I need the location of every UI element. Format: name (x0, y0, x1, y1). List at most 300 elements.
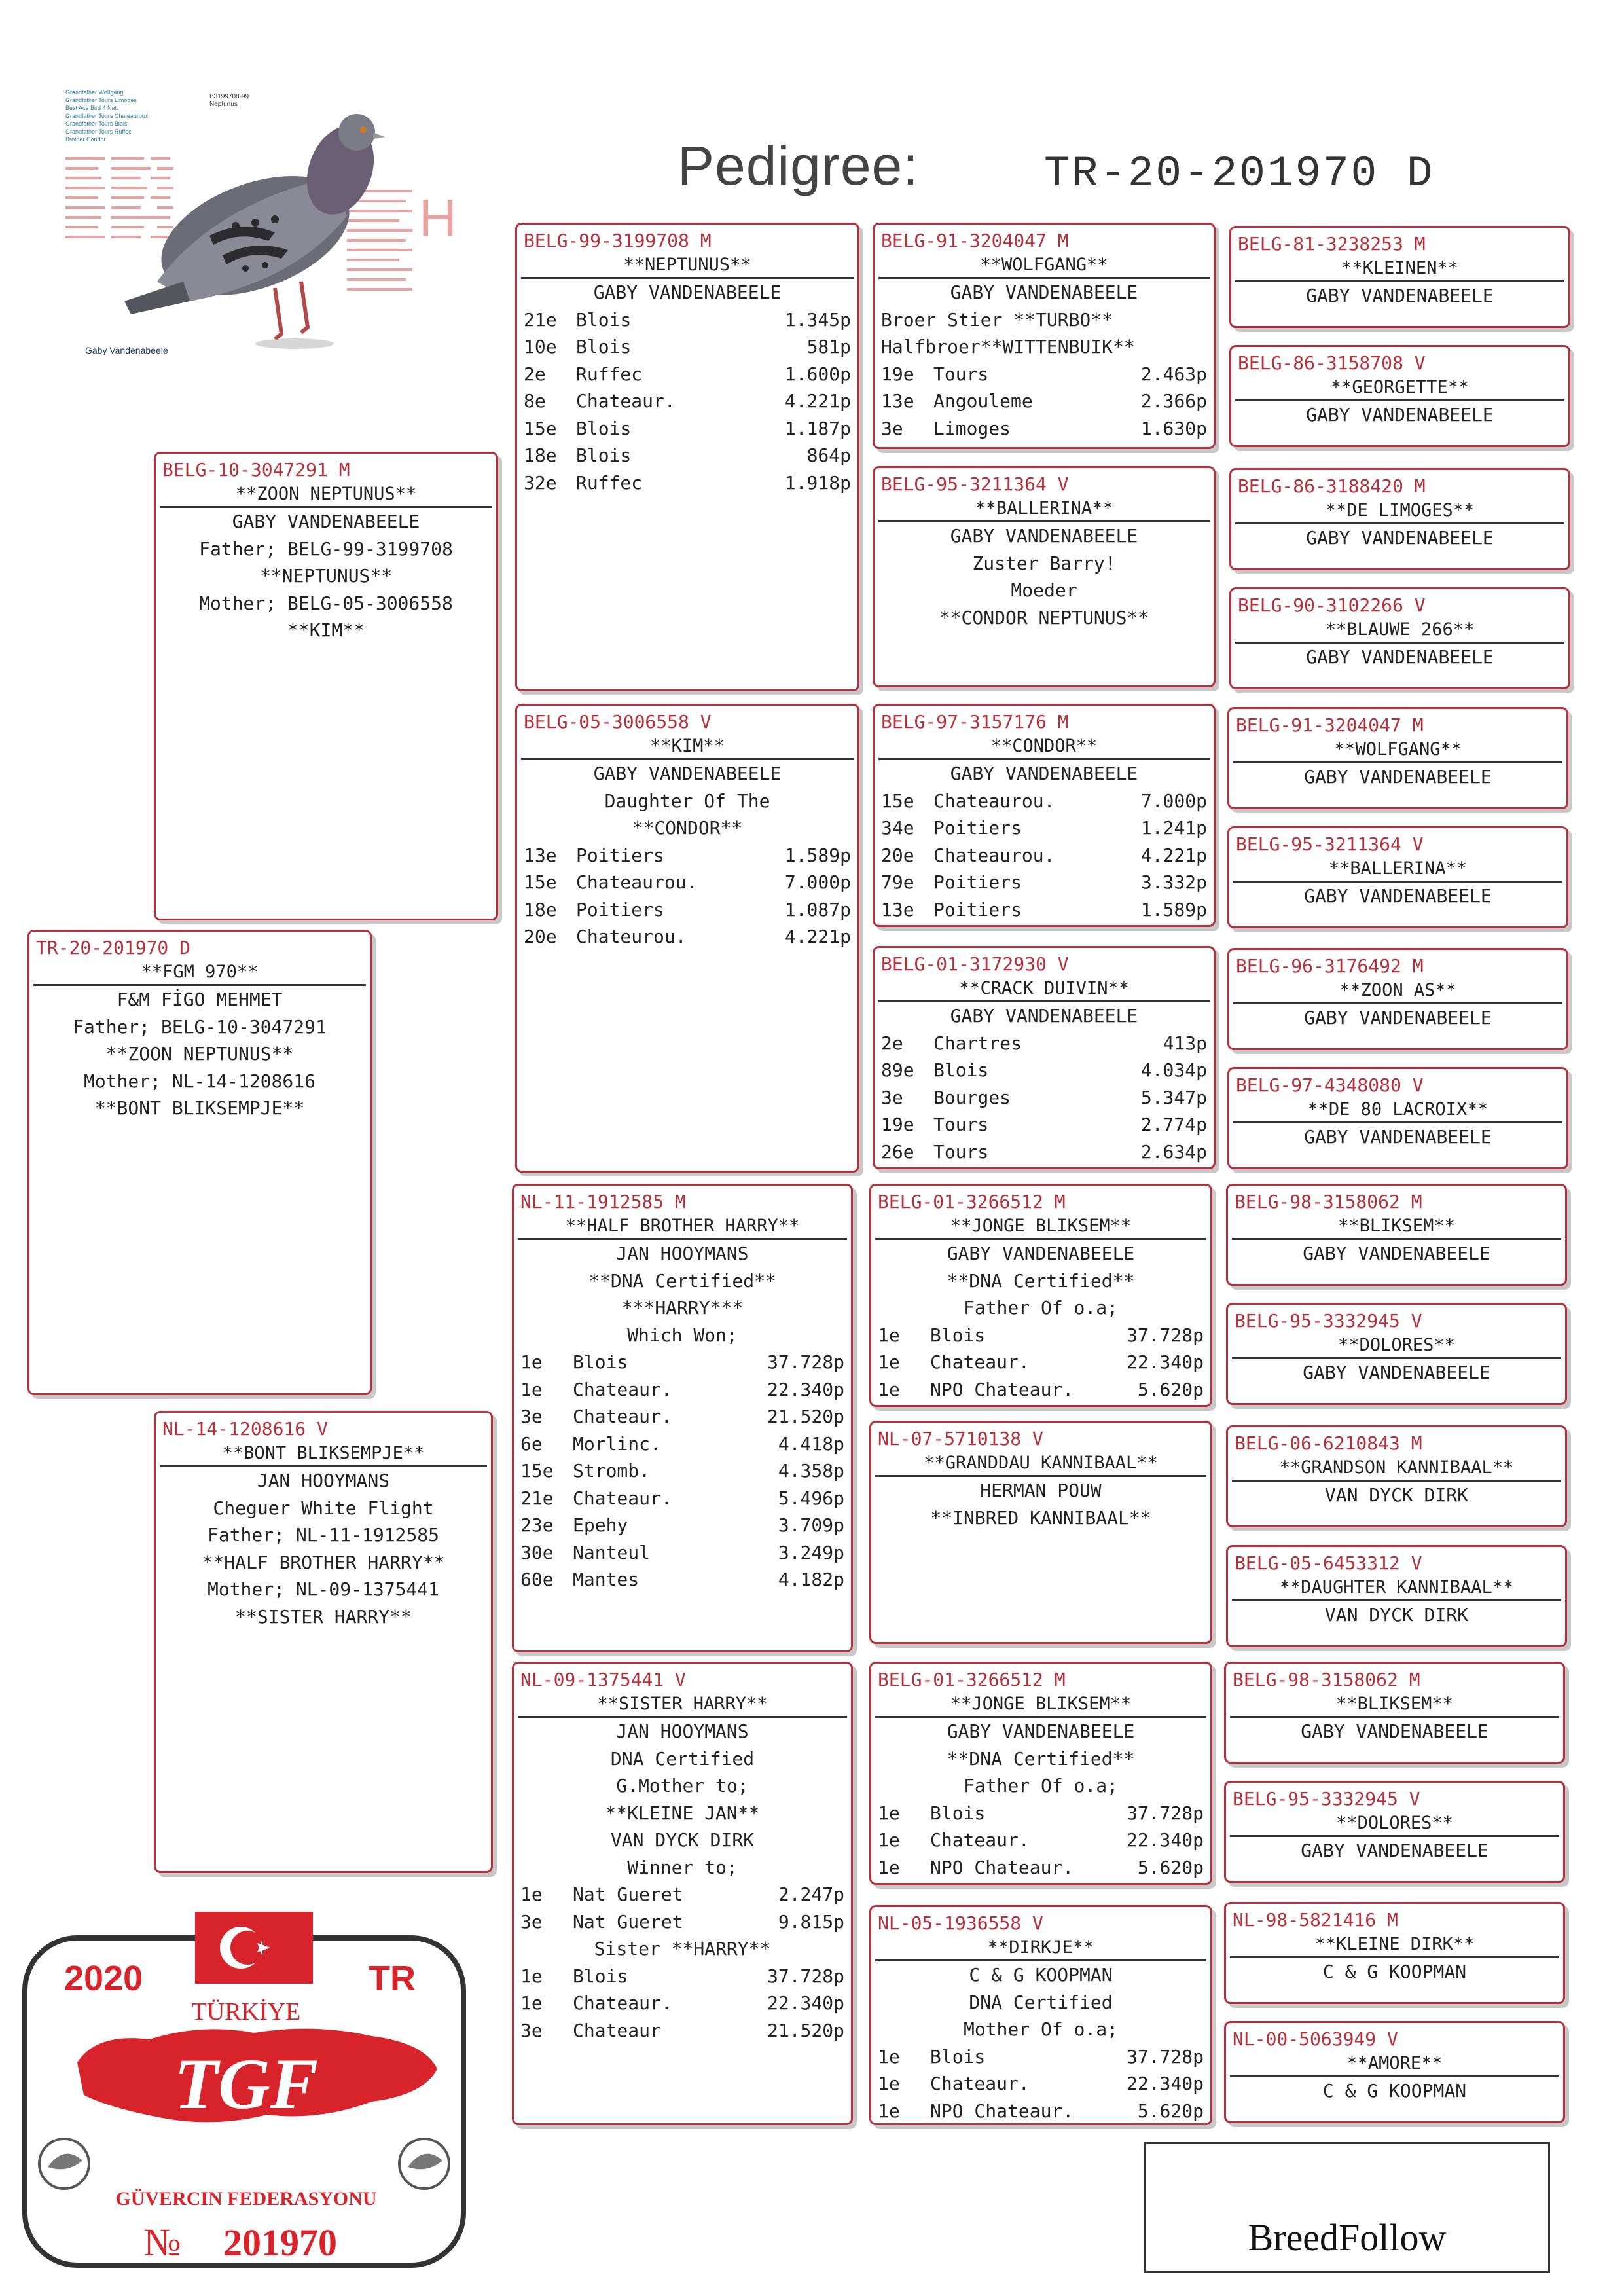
photo-ring: B3199708-99 (209, 93, 249, 100)
race-result-row (875, 415, 1214, 443)
pedigree-card-ss (515, 223, 859, 691)
card-info-line: **BONT BLIKSEMPJE** (94, 1097, 305, 1119)
card-info-line: **NEPTUNUS** (259, 565, 393, 587)
race-participants: 4.221p (784, 926, 851, 947)
race-result-row (871, 1827, 1210, 1854)
pedigree-card-dd (512, 1662, 853, 2125)
card-info-line: GABY VANDENABEELE (593, 282, 782, 303)
race-result-row (875, 869, 1214, 896)
race-result-row (517, 469, 857, 497)
race-rank: 2e (881, 1032, 903, 1054)
race-rank: 20e (524, 926, 557, 947)
photo-line-0: Grandfather Wolfgang (65, 89, 124, 96)
race-participants: 2.366p (1140, 390, 1207, 412)
race-rank: 1e (878, 2073, 900, 2094)
race-location: NPO Chateaur. (930, 1856, 1074, 1878)
race-result-row (871, 2070, 1210, 2098)
card-pigeon-name: **DOLORES** (1230, 1812, 1559, 1837)
card-pigeon-name: **KLEINE DIRK** (1230, 1933, 1559, 1958)
race-rank: 26e (881, 1140, 914, 1163)
race-rank: 19e (881, 363, 914, 385)
pedigree-card-sd (515, 704, 859, 1173)
race-result-row (514, 1990, 851, 2017)
race-result-row (517, 842, 857, 869)
race-participants: 4.221p (1140, 844, 1207, 866)
race-participants: 21.520p (767, 2019, 844, 2041)
stamp-country: TÜRKİYE (191, 1998, 301, 2026)
race-rank: 15e (524, 871, 557, 893)
card-pigeon-name: **FGM 970** (33, 960, 366, 986)
card-info-line: GABY VANDENABEELE (1304, 1007, 1492, 1029)
pedigree-card-g16 (1224, 2021, 1565, 2123)
race-rank: 23e (520, 1514, 554, 1536)
race-participants: 4.034p (1140, 1059, 1207, 1081)
card-info-line: **DNA Certified** (947, 1747, 1135, 1770)
breedfollow-box (1144, 2142, 1550, 2273)
card-pigeon-name: **KIM** (521, 735, 854, 760)
card-info-line: GABY VANDENABEELE (1304, 1126, 1492, 1148)
race-location: NPO Chateaur. (930, 2100, 1074, 2122)
race-location: Chateaurou. (933, 790, 1055, 812)
race-rank: 30e (520, 1541, 554, 1563)
race-result-row (517, 923, 857, 951)
race-participants: 3.709p (778, 1514, 844, 1536)
pedigree-card-g2 (1229, 345, 1570, 447)
card-info-line: DNA Certified (969, 1991, 1113, 2013)
race-location: Blois (576, 445, 632, 466)
race-rank: 1e (878, 1802, 900, 1824)
card-ring-number: BELG-98-3158062 M (1233, 1669, 1420, 1690)
race-result-row (514, 1403, 851, 1430)
race-result-row (514, 2017, 851, 2045)
race-rank: 19e (881, 1114, 914, 1135)
race-location: Blois (576, 308, 632, 331)
card-info-line: Father Of o.a; (963, 1297, 1118, 1319)
card-pigeon-name: **BONT BLIKSEMPJE** (160, 1442, 487, 1467)
card-pigeon-name: **GRANDDAU KANNIBAAL** (875, 1451, 1206, 1477)
race-location: Poitiers (933, 817, 1022, 839)
race-location: Chateaurou. (933, 844, 1055, 866)
race-rank: 32e (524, 471, 557, 494)
race-rank: 21e (524, 308, 557, 331)
race-participants: 1.630p (1140, 417, 1207, 439)
race-participants: 7.000p (1140, 790, 1207, 812)
race-participants: 37.728p (1126, 1324, 1204, 1346)
pedigree-card-g12 (1226, 1545, 1567, 1647)
card-pigeon-name: **BLIKSEM** (1230, 1692, 1559, 1718)
card-pigeon-name: **JONGE BLIKSEM** (875, 1692, 1206, 1718)
race-location: Chateaur. (573, 1487, 672, 1509)
race-participants: 22.340p (1126, 2073, 1204, 2094)
race-location: Nat Gueret (573, 1910, 683, 1933)
race-location: Morlinc. (573, 1432, 661, 1455)
race-result-row (871, 1800, 1210, 1827)
card-pigeon-name: **HALF BROTHER HARRY** (518, 1214, 847, 1240)
card-info-line: VAN DYCK DIRK (610, 1829, 755, 1851)
race-result-row (871, 2098, 1210, 2125)
race-participants: 3.249p (778, 1541, 844, 1563)
race-rank: 1e (878, 1351, 900, 1373)
card-pigeon-name: **WOLFGANG** (878, 253, 1210, 279)
race-result-row (514, 1376, 851, 1404)
race-location: Angouleme (933, 390, 1033, 412)
card-info-line: Moeder (1011, 579, 1077, 601)
race-result-row (514, 1963, 851, 1990)
card-ring-number: NL-05-1936558 V (878, 1912, 1043, 1934)
race-location: Blois (933, 1059, 989, 1081)
race-rank: 18e (524, 898, 557, 920)
pedigree-card-sds (873, 704, 1216, 927)
race-rank: 60e (520, 1569, 554, 1590)
race-participants: 4.418p (778, 1432, 844, 1455)
card-info-line: GABY VANDENABEELE (950, 763, 1138, 784)
race-participants: 37.728p (767, 1351, 844, 1373)
pedigree-card-sss (873, 223, 1216, 449)
card-info-line: Which Won; (627, 1324, 738, 1346)
card-pigeon-name: **BLAUWE 266** (1235, 618, 1564, 644)
race-location: Chateaur. (573, 1406, 672, 1427)
stamp-federation: GÜVERCIN FEDERASYONU (115, 2188, 377, 2210)
race-participants: 21.520p (767, 1406, 844, 1427)
race-location: Poitiers (576, 898, 664, 920)
race-result-row (517, 388, 857, 415)
card-pigeon-name: **CONDOR** (878, 735, 1210, 760)
dove-emblem-left-icon (39, 2139, 89, 2189)
pedigree-title: Pedigree: (677, 135, 919, 196)
race-location: Nat Gueret (573, 1884, 683, 1905)
race-participants: 2.463p (1140, 363, 1207, 385)
race-location: Tours (933, 1114, 989, 1135)
photo-line-5: Grandfather Tours Ruffec (65, 128, 132, 135)
race-rank: 79e (881, 871, 914, 893)
card-info-line: C & G KOOPMAN (969, 1964, 1113, 1986)
stamp-country-code: TR (369, 1959, 416, 1998)
card-ring-number: BELG-95-3211364 V (881, 473, 1069, 495)
race-location: Blois (930, 1802, 986, 1824)
race-location: Blois (930, 2045, 986, 2068)
card-info-line: Father; BELG-10-3047291 (73, 1015, 327, 1038)
pedigree-card-ddd (869, 1905, 1212, 2125)
card-pigeon-name: **GEORGETTE** (1235, 376, 1564, 401)
race-rank: 21e (520, 1487, 554, 1509)
card-pigeon-name: **DOLORES** (1232, 1334, 1561, 1359)
card-ring-number: BELG-95-3332945 V (1233, 1788, 1420, 1810)
race-result-row (517, 869, 857, 896)
card-pigeon-name: **BLIKSEM** (1232, 1214, 1561, 1240)
pedigree-card-dsd (869, 1421, 1212, 1644)
card-ring-number: BELG-86-3188420 M (1238, 475, 1426, 497)
photo-line-4: Grandfather Tours Blois (65, 120, 128, 127)
card-ring-number: BELG-01-3172930 V (881, 953, 1069, 975)
stamp-logo-text: TGF (174, 2044, 318, 2124)
race-rank: 3e (520, 2019, 543, 2041)
card-pigeon-name: **CRACK DUIVIN** (878, 977, 1210, 1002)
race-rank: 1e (878, 1856, 900, 1878)
card-info-line: GABY VANDENABEELE (950, 1005, 1138, 1027)
race-location: Tours (933, 363, 989, 385)
race-location: Chateaur. (930, 1829, 1030, 1851)
race-rank: 18e (524, 445, 557, 466)
card-info-line: GABY VANDENABEELE (1306, 646, 1494, 668)
race-rank: 1e (520, 1884, 543, 1905)
pedigree-card-g13 (1224, 1662, 1565, 1764)
card-ring-number: NL-98-5821416 M (1233, 1909, 1398, 1931)
card-ring-number: BELG-01-3266512 M (878, 1669, 1066, 1690)
race-rank: 2e (524, 363, 546, 385)
card-pigeon-name: **BALLERINA** (1233, 857, 1562, 883)
race-participants: 9.815p (778, 1910, 844, 1933)
race-result-row (871, 1376, 1210, 1404)
race-location: Chateaur. (576, 390, 676, 412)
race-participants: 22.340p (767, 1992, 844, 2014)
race-location: Blois (573, 1965, 628, 1987)
race-rank: 1e (878, 2045, 900, 2068)
card-info-line: Cheguer White Flight (213, 1497, 434, 1519)
pedigree-card-g8 (1227, 1067, 1568, 1169)
card-info-line: GABY VANDENABEELE (947, 1243, 1135, 1264)
race-participants: 2.247p (778, 1884, 844, 1905)
race-location: Chateurou. (576, 926, 687, 947)
card-info-line: **SISTER HARRY** (235, 1605, 412, 1628)
race-participants: 3.332p (1140, 871, 1207, 893)
race-location: Chateaur. (573, 1992, 672, 2014)
card-info-line: JAN HOOYMANS (616, 1721, 749, 1742)
race-result-row (514, 1539, 851, 1567)
race-participants: 7.000p (784, 871, 851, 893)
race-location: Chartres (933, 1032, 1022, 1054)
race-participants: 37.728p (1126, 1802, 1204, 1824)
race-location: Poitiers (933, 871, 1022, 893)
card-info-line: Winner to; (627, 1856, 738, 1878)
card-ring-number: NL-09-1375441 V (520, 1669, 686, 1690)
card-info-line: Father; BELG-99-3199708 (199, 538, 453, 560)
race-result-row (871, 1854, 1210, 1882)
pedigree-card-ds (512, 1184, 853, 1652)
race-participants: 22.340p (1126, 1351, 1204, 1373)
race-result-row (875, 1084, 1214, 1112)
race-result-row (517, 306, 857, 334)
card-info-line: VAN DYCK DIRK (1324, 1604, 1469, 1626)
card-info-line: **KLEINE JAN** (605, 1802, 760, 1824)
card-info-line: **DNA Certified** (947, 1269, 1135, 1292)
race-participants: 5.620p (1137, 1378, 1204, 1400)
race-result-row (517, 333, 857, 361)
card-info-line: G.Mother to; (616, 1775, 749, 1796)
race-rank: 20e (881, 844, 914, 866)
race-result-row (875, 814, 1214, 842)
race-location: Stromb. (573, 1460, 651, 1482)
card-info-line: **DNA Certified** (588, 1269, 776, 1292)
race-participants: 1.345p (784, 308, 851, 331)
card-info-line: C & G KOOPMAN (1322, 1961, 1467, 1982)
stamp-year: 2020 (64, 1959, 143, 1998)
race-location: Blois (576, 417, 632, 439)
race-participants: 1.600p (784, 363, 851, 385)
race-location: Blois (930, 1324, 986, 1346)
race-location: Ruffec (576, 363, 643, 385)
card-ring-number: BELG-05-6453312 V (1235, 1552, 1422, 1574)
card-info-line: GABY VANDENABEELE (947, 1721, 1135, 1742)
race-participants: 1.087p (784, 898, 851, 920)
card-info-line: **CONDOR NEPTUNUS** (939, 606, 1149, 629)
breedfollow-label: BreedFollow (1248, 2215, 1447, 2259)
card-ring-number: BELG-97-3157176 M (881, 711, 1069, 733)
race-rank: 13e (881, 390, 914, 412)
card-info-line: GABY VANDENABEELE (1304, 885, 1492, 907)
race-participants: 581p (806, 336, 851, 357)
race-rank: 13e (524, 844, 557, 866)
race-rank: 3e (881, 417, 903, 439)
card-ring-number: BELG-91-3204047 M (1236, 714, 1424, 736)
race-participants: 2.774p (1140, 1114, 1207, 1135)
card-info-line: F&M FİGO MEHMET (117, 989, 283, 1010)
card-info-line: GABY VANDENABEELE (1304, 766, 1492, 788)
stamp-number-sign: № (143, 2221, 181, 2264)
race-result-row (517, 361, 857, 388)
card-info-line: GABY VANDENABEELE (1306, 285, 1494, 306)
race-rank: 3e (881, 1086, 903, 1108)
race-rank: 89e (881, 1059, 914, 1081)
card-info-line: **HALF BROTHER HARRY** (202, 1551, 445, 1573)
card-info-line: Mother; NL-09-1375441 (207, 1578, 439, 1600)
pedigree-card-subject (27, 930, 372, 1395)
card-info-line: HERMAN POUW (980, 1480, 1102, 1501)
race-participants: 5.496p (778, 1487, 844, 1509)
card-pigeon-name: **DE LIMOGES** (1235, 499, 1564, 524)
race-participants: 4.182p (778, 1569, 844, 1590)
race-result-row (875, 361, 1214, 388)
race-result-row (871, 1349, 1210, 1376)
svg-text:H: H (419, 189, 457, 247)
pedigree-card-g5 (1227, 707, 1568, 809)
card-info-line: GABY VANDENABEELE (950, 525, 1138, 547)
race-result-row (875, 842, 1214, 869)
race-result-row (875, 1111, 1214, 1139)
card-pigeon-name: **JONGE BLIKSEM** (875, 1214, 1206, 1240)
dove-emblem-right-icon (399, 2139, 449, 2189)
card-ring-number: BELG-01-3266512 M (878, 1191, 1066, 1212)
pedigree-card-dss (869, 1184, 1212, 1407)
card-ring-number: BELG-96-3176492 M (1236, 955, 1424, 977)
race-rank: 1e (520, 1351, 543, 1373)
card-pigeon-name: **ZOON NEPTUNUS** (160, 483, 492, 508)
race-location: Blois (573, 1351, 628, 1373)
pedigree-card-g7 (1227, 948, 1568, 1050)
card-info-line: GABY VANDENABEELE (1303, 1243, 1490, 1264)
pedigree-card-dds (869, 1662, 1212, 1885)
race-result-row (871, 1322, 1210, 1349)
pedigree-card-g3 (1229, 468, 1570, 570)
card-info-line: Mother; NL-14-1208616 (83, 1070, 316, 1092)
card-pigeon-name: **AMORE** (1230, 2052, 1559, 2077)
race-rank: 1e (520, 1378, 543, 1400)
race-rank: 3e (520, 1910, 543, 1933)
card-info-line: **KIM** (287, 619, 365, 641)
race-rank: 15e (520, 1460, 554, 1482)
card-ring-number: BELG-91-3204047 M (881, 230, 1069, 251)
race-participants: 1.918p (784, 471, 851, 494)
race-participants: 37.728p (767, 1965, 844, 1987)
card-info-line: C & G KOOPMAN (1322, 2080, 1467, 2102)
card-info-line: VAN DYCK DIRK (1324, 1484, 1469, 1506)
race-result-row (514, 1430, 851, 1458)
card-info-line: Zuster Barry! (972, 552, 1116, 574)
card-info-line: Mother; BELG-05-3006558 (199, 592, 453, 614)
photo-line-1: Grandfather Tours Limoges (65, 97, 137, 103)
race-participants: 4.221p (784, 390, 851, 412)
card-info-line: **ZOON NEPTUNUS** (105, 1043, 294, 1065)
race-location: Nanteul (573, 1541, 651, 1563)
pedigree-ring-number: TR-20-201970 D (1044, 149, 1435, 198)
race-rank: 15e (881, 790, 914, 812)
race-location: NPO Chateaur. (930, 1378, 1074, 1400)
card-ring-number: NL-00-5063949 V (1233, 2028, 1398, 2050)
card-info-line: Father Of o.a; (963, 1775, 1118, 1796)
race-participants: 22.340p (1126, 1829, 1204, 1851)
race-result-row (514, 1457, 851, 1485)
race-rank: 15e (524, 417, 557, 439)
race-location: Bourges (933, 1086, 1011, 1108)
race-result-row (514, 1485, 851, 1512)
pedigree-card-ssd (873, 466, 1216, 687)
race-rank: 1e (878, 1378, 900, 1400)
card-pigeon-name: **NEPTUNUS** (521, 253, 854, 279)
card-info-line: GABY VANDENABEELE (1301, 1721, 1489, 1742)
race-result-row (875, 896, 1214, 924)
pedigree-card-g10 (1226, 1303, 1567, 1405)
race-rank: 8e (524, 390, 546, 412)
card-info-line: JAN HOOYMANS (257, 1470, 390, 1491)
card-note-line: Broer Stier **TURBO** (881, 308, 1113, 331)
race-rank: 13e (881, 898, 914, 920)
race-rank: 1e (878, 1829, 900, 1851)
pedigree-card-g1 (1229, 226, 1570, 328)
race-participants: 37.728p (1126, 2045, 1204, 2068)
race-rank: 1e (520, 1992, 543, 2014)
pedigree-card-g11 (1226, 1425, 1567, 1527)
card-pigeon-name: **BALLERINA** (878, 497, 1210, 522)
race-rank: 1e (878, 2100, 900, 2122)
race-result-row (875, 1139, 1214, 1166)
card-ring-number: NL-11-1912585 M (520, 1191, 686, 1212)
race-location: Poitiers (576, 844, 664, 866)
photo-pigeon-name: Neptunus (209, 101, 238, 108)
photo-line-3: Grandfather Tours Chateauroux (65, 113, 149, 119)
race-result-row (514, 1349, 851, 1376)
pedigree-card-dam (154, 1411, 493, 1873)
race-location: Epehy (573, 1514, 628, 1536)
card-pigeon-name: **GRANDSON KANNIBAAL** (1232, 1456, 1561, 1482)
race-participants: 2.634p (1140, 1140, 1207, 1163)
race-result-row (875, 1030, 1214, 1057)
race-location: Chateaur (573, 2019, 661, 2041)
race-participants: 5.620p (1137, 1856, 1204, 1878)
turkish-flag-icon (195, 1912, 313, 1984)
race-location: Mantes (573, 1569, 640, 1590)
card-ring-number: BELG-98-3158062 M (1235, 1191, 1422, 1212)
card-info-line: JAN HOOYMANS (616, 1243, 749, 1264)
card-pigeon-name: **DAUGHTER KANNIBAAL** (1232, 1576, 1561, 1601)
race-rank: 3e (520, 1406, 543, 1427)
race-rank: 34e (881, 817, 914, 839)
card-ring-number: BELG-90-3102266 V (1238, 594, 1426, 616)
race-result-row (517, 415, 857, 443)
race-location: Chateaurou. (576, 871, 698, 893)
pedigree-card-g15 (1224, 1902, 1565, 2004)
race-participants: 5.620p (1137, 2100, 1204, 2122)
race-location: Blois (576, 336, 632, 357)
card-info-line: GABY VANDENABEELE (1301, 1840, 1489, 1861)
